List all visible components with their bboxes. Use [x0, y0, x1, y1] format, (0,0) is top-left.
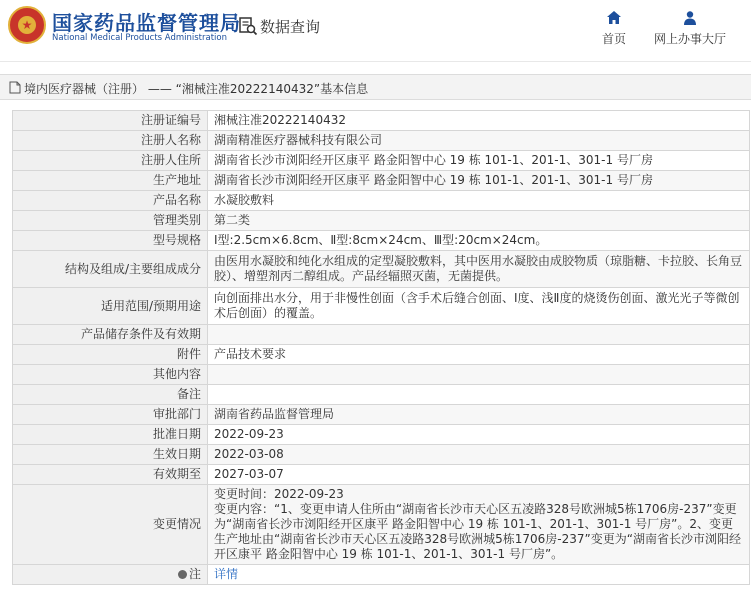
- nav-online-office[interactable]: [650, 10, 730, 47]
- models-value: Ⅰ型:2.5cm×6.8cm、Ⅱ型:8cm×24cm、Ⅲ型:20cm×24cm。: [208, 231, 750, 251]
- details-link[interactable]: 详情: [214, 567, 239, 581]
- storage-label: 产品储存条件及有效期: [13, 325, 208, 345]
- table-row: [13, 405, 750, 425]
- table-row: [13, 288, 750, 325]
- data-query-icon: [238, 16, 258, 36]
- note-value-cell: [208, 565, 750, 585]
- registration-detail-table: [12, 110, 750, 585]
- nav-home-label: 首页: [601, 32, 626, 46]
- reg-no-value: 湘械注准20222140432: [208, 111, 750, 131]
- table-row: [13, 425, 750, 445]
- approval-dept-label: 审批部门: [13, 405, 208, 425]
- expiry-date-label: 有效期至: [13, 465, 208, 485]
- category-label: 管理类别: [13, 211, 208, 231]
- change-content: 变更内容：“1、变更申请人住所由“湖南省长沙市天心区五凌路328号欧洲城5栋1706房-237”变更为“湖南省长沙市浏阳经开区康平 路金阳智中心 19 栋 101-1、201-1、301-1 号厂房”。2、变更生产地址由“湖南省长沙市天心区五凌路328号欧洲城5栋1706房-237”变更为“湖南省长沙市浏阳经开区康平 路金阳智中心 19 栋 101-1、201-1、301-1 号厂房”。: [214, 502, 741, 561]
- table-row: [13, 485, 750, 565]
- attachment-label: 附件: [13, 345, 208, 365]
- composition-label: 结构及组成/主要组成成分: [13, 251, 208, 288]
- table-row: [13, 191, 750, 211]
- scope-label: 适用范围/预期用途: [13, 288, 208, 325]
- table-row: [13, 345, 750, 365]
- data-query-title[interactable]: 数据查询: [260, 18, 321, 36]
- home-icon: [606, 10, 622, 26]
- nmpa-logo-icon[interactable]: ★: [8, 6, 46, 44]
- table-row: [13, 231, 750, 251]
- category-value: 第二类: [208, 211, 750, 231]
- table-row: [13, 211, 750, 231]
- scope-value: 向创面排出水分，用于非慢性创面（含手术后缝合创面、Ⅰ度、浅Ⅱ度的烧烫伤创面、激光光子等微创术后创面）的覆盖。: [208, 288, 750, 325]
- approval-date-label: 批准日期: [13, 425, 208, 445]
- table-row: [13, 111, 750, 131]
- table-row: [13, 151, 750, 171]
- nav-online-office-label: 网上办事大厅: [653, 32, 726, 46]
- remarks-label: 备注: [13, 385, 208, 405]
- table-row: [13, 445, 750, 465]
- attachment-value: 产品技术要求: [208, 345, 750, 365]
- models-label: 型号规格: [13, 231, 208, 251]
- change-time: 变更时间：2022-09-23: [214, 487, 344, 501]
- table-row: [13, 465, 750, 485]
- production-address-label: 生产地址: [13, 171, 208, 191]
- note-label-cell: [13, 565, 208, 585]
- nav-home[interactable]: [596, 10, 632, 47]
- breadcrumb-separator: ——: [147, 82, 172, 96]
- composition-value: 由医用水凝胶和纯化水组成的定型凝胶敷料，其中医用水凝胶由成胶物质（琼脂糖、卡拉胶、长角豆胶）、增塑剂丙二醇组成。产品经辐照灭菌，无菌提供。: [208, 251, 750, 288]
- site-header: [0, 0, 751, 62]
- remarks-value: [208, 385, 750, 405]
- site-subtitle: National Medical Products Administration: [52, 33, 227, 43]
- table-row: [13, 325, 750, 345]
- table-row: [13, 365, 750, 385]
- table-row: [13, 171, 750, 191]
- effective-date-value: 2022-03-08: [208, 445, 750, 465]
- note-label: 注: [188, 567, 201, 581]
- approval-dept-value: 湖南省药品监督管理局: [208, 405, 750, 425]
- table-row: [13, 565, 750, 585]
- changes-label: 变更情况: [13, 485, 208, 565]
- changes-value: [208, 485, 750, 565]
- other-value: [208, 365, 750, 385]
- effective-date-label: 生效日期: [13, 445, 208, 465]
- pin-icon: [178, 570, 187, 579]
- site-title[interactable]: 国家药品监督管理局: [52, 11, 241, 35]
- product-name-value: 水凝胶敷料: [208, 191, 750, 211]
- other-label: 其他内容: [13, 365, 208, 385]
- approval-date-value: 2022-09-23: [208, 425, 750, 445]
- breadcrumb-section-link[interactable]: 境内医疗器械（注册）: [24, 82, 145, 96]
- production-address-value: 湖南省长沙市浏阳经开区康平 路金阳智中心 19 栋 101-1、201-1、301-1 号厂房: [208, 171, 750, 191]
- table-row: [13, 251, 750, 288]
- table-row: [13, 131, 750, 151]
- registrant-value: 湖南精准医疗器械科技有限公司: [208, 131, 750, 151]
- document-icon: [9, 81, 21, 94]
- expiry-date-value: 2027-03-07: [208, 465, 750, 485]
- storage-value: [208, 325, 750, 345]
- table-row: [13, 385, 750, 405]
- breadcrumb: [0, 74, 751, 100]
- breadcrumb-record-title: “湘械注准20222140432”基本信息: [175, 82, 369, 96]
- product-name-label: 产品名称: [13, 191, 208, 211]
- user-icon: [682, 10, 698, 26]
- registrant-label: 注册人名称: [13, 131, 208, 151]
- registrant-address-value: 湖南省长沙市浏阳经开区康平 路金阳智中心 19 栋 101-1、201-1、301-1 号厂房: [208, 151, 750, 171]
- registrant-address-label: 注册人住所: [13, 151, 208, 171]
- reg-no-label: 注册证编号: [13, 111, 208, 131]
